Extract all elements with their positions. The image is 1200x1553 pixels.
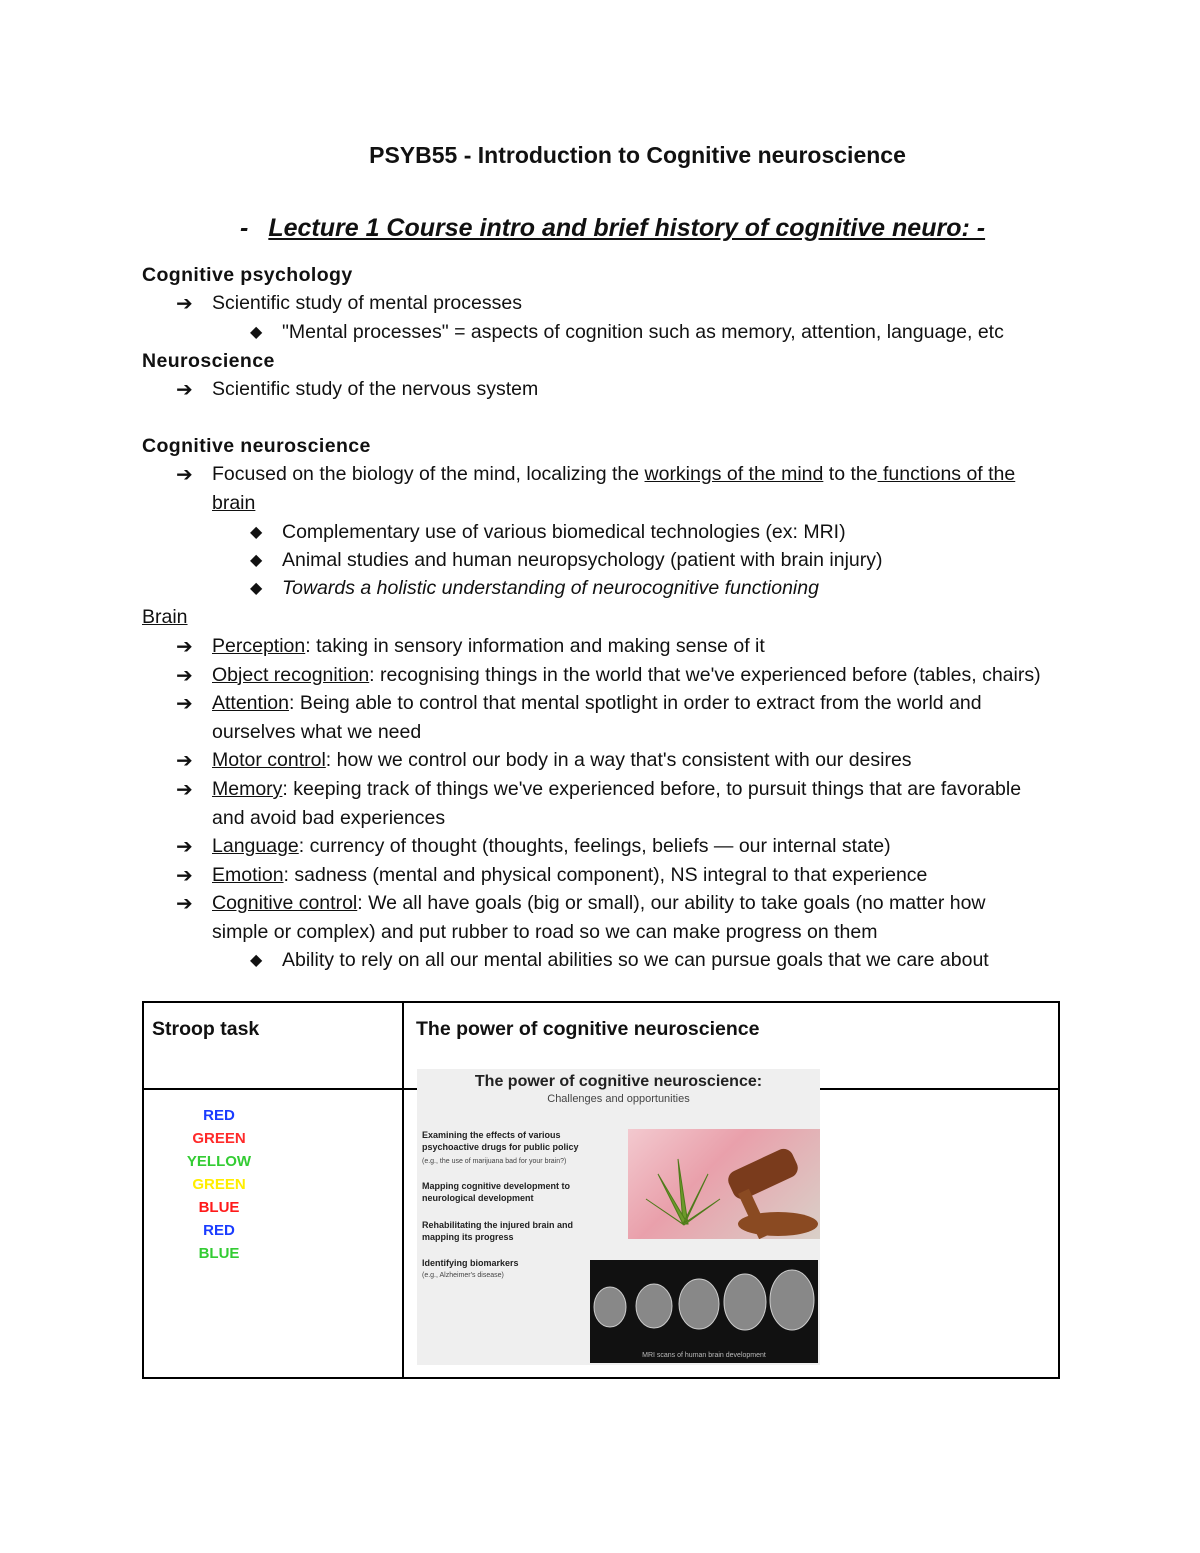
slide-point-note: (e.g., the use of marijuana bad for your brain?)	[422, 1158, 567, 1165]
right-arrow-bullet-icon: ➔	[176, 293, 193, 315]
sub-bullet-text: Complementary use of various biomedical technologies (ex: MRI)	[282, 521, 846, 543]
brain-function-continuation: simple or complex) and put rubber to road so we can make progress on them	[212, 921, 878, 943]
right-arrow-bullet-icon: ➔	[176, 893, 193, 916]
slide-point-note: (e.g., Alzheimer's disease)	[422, 1272, 504, 1279]
right-arrow-bullet-icon: ➔	[176, 864, 193, 887]
stroop-task-header: Stroop task	[152, 1018, 260, 1040]
slide-image	[417, 1069, 820, 1365]
brain-function-description: : how we control our body in a way that's consistent with our desires	[325, 749, 912, 772]
brain-function-term: Perception	[212, 635, 306, 657]
brain-function-item	[212, 834, 891, 858]
table-header-cell	[143, 1002, 403, 1089]
underlined-term: workings of the mind	[644, 463, 824, 485]
diamond-bullet-icon: ◆	[250, 524, 263, 541]
heading-neuroscience: Neuroscience	[142, 350, 275, 372]
brain-function-description: : keeping track of things we've experienced before, to pursuit things that are favorable	[282, 778, 1022, 800]
lecture-dash: -	[240, 214, 249, 242]
cannabis-leaf-icon	[628, 1129, 820, 1239]
mri-scans-image	[590, 1260, 818, 1363]
brain-function-term: Attention	[212, 692, 289, 715]
sub-bullet-text: Towards a holistic understanding of neurocognitive functioning	[282, 577, 819, 599]
stroop-cell	[143, 1089, 403, 1378]
brain-function-term: Memory	[212, 778, 283, 800]
slide-point: Examining the effects of various psychoactive drugs for public policy	[422, 1130, 579, 1152]
brain-function-item	[212, 777, 1021, 801]
brain-function-description: : We all have goals (big or small), our ability to take goals (no matter how	[357, 892, 986, 915]
brain-function-term: Cognitive control	[212, 892, 358, 915]
slide-title: The power of cognitive neuroscience:	[474, 1073, 763, 1090]
document-title: PSYB55 - Introduction to Cognitive neuroscience	[369, 142, 906, 168]
brain-function-item	[212, 748, 912, 772]
brain-function-item	[212, 863, 927, 887]
brain-function-description: : Being able to control that mental spotlight in order to extract from the world and	[288, 692, 982, 715]
slide-point: Identifying biomarkers	[422, 1258, 519, 1268]
mri-caption: MRI scans of human brain development	[642, 1352, 766, 1359]
bullet-text	[212, 462, 1015, 486]
diamond-bullet-icon: ◆	[250, 580, 263, 597]
bullet-text: Scientific study of mental processes	[212, 292, 522, 314]
brain-function-item	[212, 891, 986, 915]
sub-bullet-text: Animal studies and human neuropsychology (patient with brain injury)	[282, 549, 883, 571]
right-arrow-bullet-icon: ➔	[176, 379, 193, 401]
lecture-title: Lecture 1 Course intro and brief history of cognitive neuro: -	[268, 214, 986, 242]
brain-function-item	[212, 691, 982, 715]
stroop-word: GREEN	[192, 1129, 246, 1147]
sub-bullet-text: "Mental processes" = aspects of cognition such as memory, attention, language, etc	[282, 321, 1004, 343]
right-arrow-bullet-icon: ➔	[176, 779, 193, 801]
brain-function-description: : sadness (mental and physical component), NS integral to that experience	[283, 863, 928, 886]
brain-function-continuation: and avoid bad experiences	[212, 806, 446, 829]
sub-bullet-text: Ability to rely on all our mental abilities so we can pursue goals that we care about	[282, 949, 989, 971]
slide-subtitle: Challenges and opportunities	[547, 1093, 690, 1105]
stroop-word: RED	[203, 1221, 235, 1239]
brain-function-term: Object recognition	[212, 663, 370, 686]
right-arrow-bullet-icon: ➔	[176, 693, 193, 716]
brain-function-description: : taking in sensory information and making sense of it	[305, 635, 765, 657]
stroop-word: BLUE	[198, 1244, 240, 1262]
brain-function-description: : recognising things in the world that we've experienced before (tables, chairs)	[369, 663, 1041, 686]
brain-scan-icon	[590, 1260, 818, 1363]
text-fragment: Focused on the biology of the mind, localizing the	[212, 463, 645, 485]
underlined-term: brain	[212, 492, 256, 514]
brain-function-term: Emotion	[212, 863, 284, 886]
lecture-heading	[240, 214, 985, 243]
stroop-word: RED	[203, 1106, 235, 1124]
brain-function-item	[212, 634, 765, 658]
right-arrow-bullet-icon: ➔	[176, 636, 193, 658]
brain-function-item	[212, 663, 1041, 687]
stroop-word: GREEN	[192, 1175, 246, 1193]
heading-cognitive-neuroscience: Cognitive neuroscience	[142, 435, 371, 457]
heading-cognitive-psychology: Cognitive psychology	[142, 264, 353, 286]
text-fragment: to the	[823, 463, 878, 485]
brain-function-description: : currency of thought (thoughts, feelings, beliefs — our internal state)	[298, 835, 891, 858]
cannabis-gavel-photo	[628, 1129, 820, 1239]
bullet-text: Scientific study of the nervous system	[212, 378, 539, 400]
slide-point: Mapping cognitive development to neurological development	[422, 1181, 571, 1203]
diamond-bullet-icon: ◆	[250, 552, 263, 569]
stroop-word: BLUE	[198, 1198, 240, 1216]
right-arrow-bullet-icon: ➔	[176, 464, 193, 486]
diamond-bullet-icon: ◆	[250, 952, 263, 969]
brain-function-term: Language	[212, 835, 299, 858]
diamond-bullet-icon: ◆	[250, 324, 263, 341]
right-arrow-bullet-icon: ➔	[176, 836, 193, 859]
right-arrow-bullet-icon: ➔	[176, 664, 193, 687]
power-header: The power of cognitive neuroscience	[416, 1018, 760, 1040]
right-arrow-bullet-icon: ➔	[176, 750, 193, 773]
slide-point: Rehabilitating the injured brain and mapping its progress	[422, 1220, 574, 1242]
brain-function-term: Motor control	[212, 749, 326, 772]
heading-brain: Brain	[142, 606, 188, 628]
underlined-term: functions of the	[877, 463, 1016, 485]
brain-function-continuation: ourselves what we need	[212, 720, 422, 743]
stroop-word-list	[164, 1090, 274, 1265]
stroop-word: YELLOW	[186, 1152, 252, 1170]
